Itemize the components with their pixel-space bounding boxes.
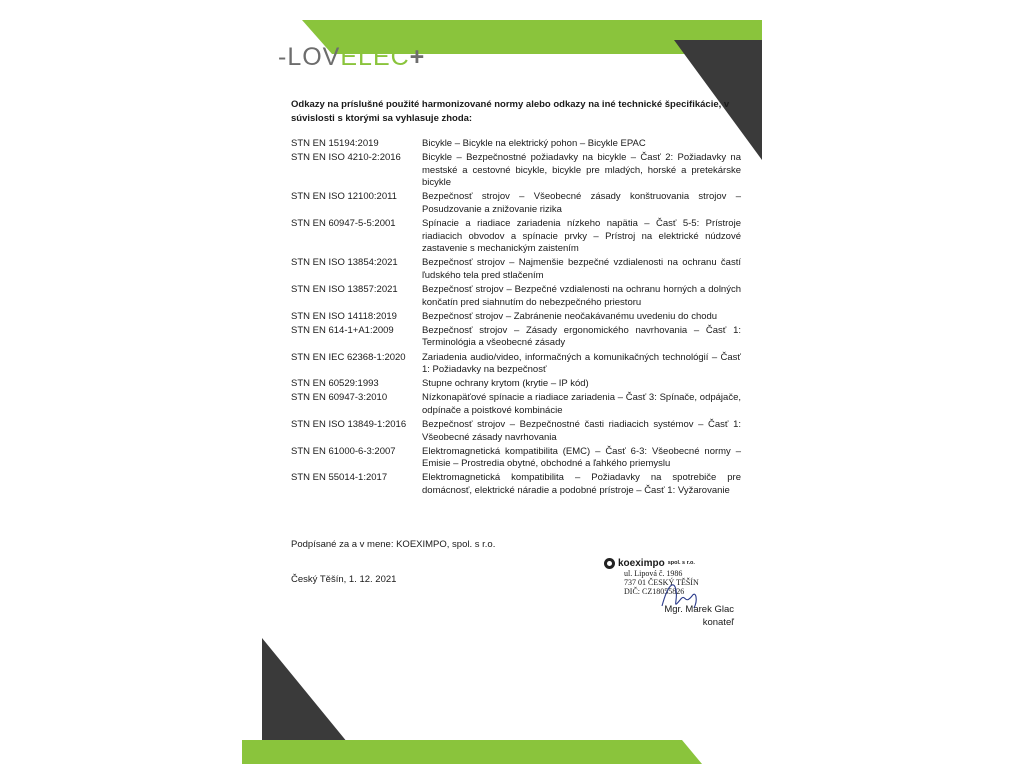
signer-role: konateľ	[702, 617, 734, 628]
norm-description: Bezpečnosť strojov – Najmenšie bezpečné vzdialenosti na ochranu častí ľudského tela pred stlačením	[422, 257, 741, 281]
norm-row	[291, 471, 741, 498]
norm-description: Bicykle – Bicykle na elektrický pohon – Bicykle EPAC	[422, 138, 646, 149]
norm-row	[291, 323, 741, 350]
norm-code: STN EN ISO 4210-2:2016	[291, 152, 401, 164]
norm-code: STN EN ISO 14118:2019	[291, 310, 397, 322]
norm-code: STN EN 15194:2019	[291, 138, 379, 149]
norm-row	[291, 256, 741, 283]
norm-description: Bezpečnosť strojov – Zabránenie neočakávanému uvedeniu do chodu	[422, 310, 718, 322]
norm-row	[291, 217, 741, 256]
stamp-tax-id: DIČ: CZ18055826	[624, 587, 685, 596]
norm-description: Zariadenia audio/video, informačných a komunikačných technológií – Časť 1: Požiadavky na bezpečnosť	[422, 351, 741, 376]
signer-block	[654, 603, 734, 629]
norm-description: Nízkonapäťové spínacie a riadiace zariadenia – Časť 3: Spínače, odpájače, odpínače a poistkové kombinácie	[422, 392, 741, 416]
norm-row	[291, 283, 741, 310]
signed-on-behalf: Podpísané za a v mene: KOEXIMPO, spol. s r.o.	[291, 539, 496, 550]
norm-row	[291, 377, 741, 391]
norm-code: STN EN 60529:1993	[291, 378, 379, 390]
document-page	[242, 20, 762, 764]
norm-code: STN EN ISO 13849-1:2016	[291, 418, 407, 430]
norm-code: STN EN 61000-6-3:2007	[291, 445, 396, 457]
norm-description: Bezpečnosť strojov – Všeobecné zásady konštruovania strojov – Posudzovanie a znižovanie rizika	[422, 191, 741, 215]
stamp-brand: koeximpo	[618, 558, 665, 569]
norm-description: Elektromagnetická kompatibilita (EMC) – Časť 6-3: Všeobecné normy – Emisie – Prostredia obytné, obchodné a ľahkého priemyslu	[422, 445, 741, 470]
bottom-left-dark-triangle	[262, 638, 352, 748]
norm-row	[291, 151, 741, 190]
norm-description: Elektromagnetická kompatibilita – Požiadavky na spotrebiče pre domácnosť, elektrické náradie a podobné prístroje – Časť 1: Vyžarovanie	[422, 472, 741, 496]
norm-code: STN EN 614-1+A1:2009	[291, 324, 394, 336]
norm-code: STN EN 55014-1:2017	[291, 472, 388, 484]
norm-row	[291, 417, 741, 444]
bottom-green-band	[242, 740, 762, 764]
norm-row	[291, 350, 741, 377]
lovelec-logo: -LOVELEC+	[278, 43, 426, 71]
norm-description: Bezpečnosť strojov – Zásady ergonomického navrhovania – Časť 1: Terminológia a všeobecné zásady	[422, 324, 741, 349]
norm-code: STN EN IEC 62368-1:2020	[291, 351, 406, 363]
norm-description: Stupne ochrany krytom (krytie – IP kód)	[422, 378, 589, 390]
signer-name: Mgr. Marek Glac	[664, 604, 734, 615]
koeximpo-logo-icon	[604, 558, 615, 569]
norm-code: STN EN ISO 12100:2011	[291, 191, 397, 203]
norm-row	[291, 138, 741, 151]
norm-description: Bezpečnosť strojov – Bezpečné vzdialenosti na ochranu horných a dolných končatín pred siahnutím do nebezpečného priestoru	[422, 284, 741, 308]
stamp-street: ul. Lipová č. 1986	[624, 569, 683, 578]
intro-heading: Odkazy na príslušné použité harmonizované normy alebo odkazy na iné technické špecifikácie, v súvislosti s ktorými sa vyhlasuje zhoda:	[291, 99, 730, 124]
norm-description: Spínacie a riadiace zariadenia nízkeho napätia – Časť 5-5: Prístroje riadiacich obvodov a spínacie prvky – Prístroj na elektrické núdzové zastavenie s mechanickým zaistením	[422, 218, 741, 255]
norm-row	[291, 309, 741, 323]
norm-code: STN EN 60947-3:2010	[291, 392, 388, 404]
place-and-date: Český Těšín, 1. 12. 2021	[291, 574, 397, 585]
stamp-suffix: spol. s r.o.	[667, 560, 695, 566]
stamp-city: 737 01 ČESKÝ TĚŠÍN	[624, 578, 699, 587]
norm-code: STN EN ISO 13854:2021	[291, 257, 398, 269]
norm-row	[291, 444, 741, 471]
norm-code: STN EN 60947-5-5:2001	[291, 218, 396, 230]
norm-description: Bicykle – Bezpečnostné požiadavky na bicykle – Časť 2: Požiadavky na mestské a cestovné bicykle, bicykle pre mladých, horské a pretekárske bicykle	[422, 152, 741, 189]
norm-row	[291, 391, 741, 418]
norms-table	[291, 138, 741, 498]
norm-description: Bezpečnosť strojov – Bezpečnostné časti riadiacich systémov – Časť 1: Všeobecné zásady navrhovania	[422, 418, 741, 443]
norm-code: STN EN ISO 13857:2021	[291, 284, 398, 296]
norm-row	[291, 190, 741, 217]
